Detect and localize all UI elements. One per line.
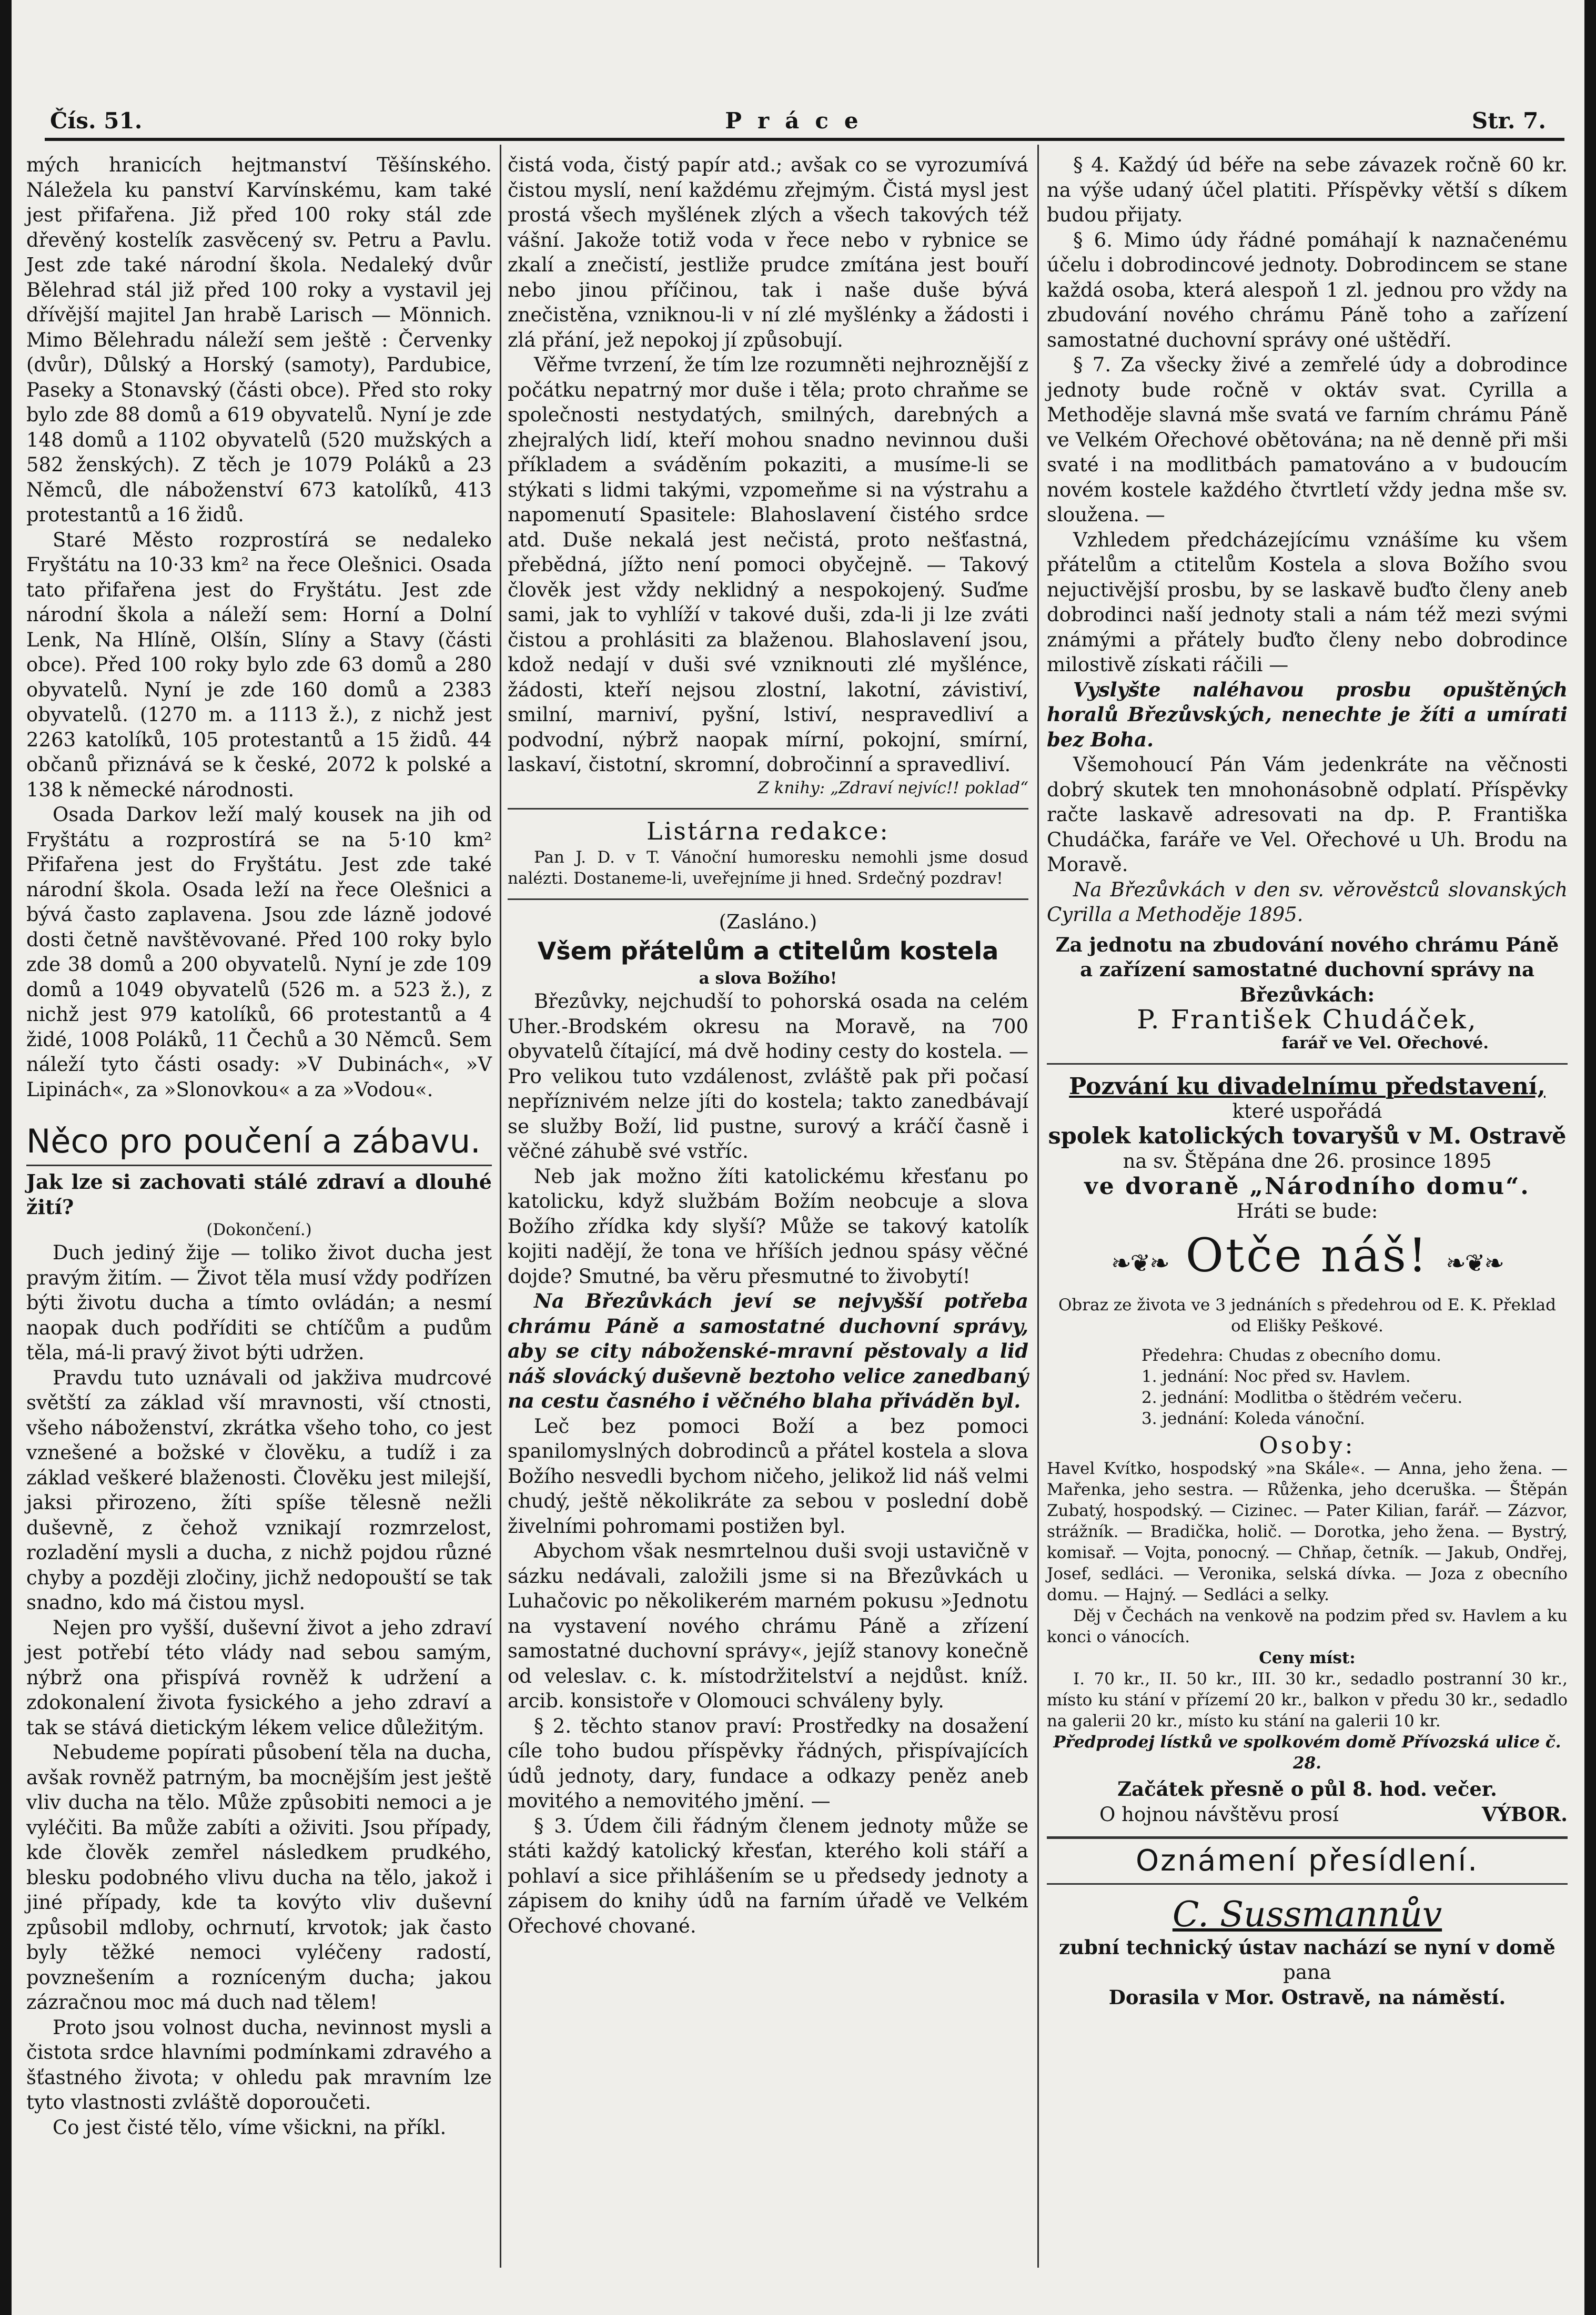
play-title-row [1047,1229,1568,1289]
article-paragraph: § 3. Údem čili řádným členem jednoty může se státi každý katolický křesťan, kterého koli stáří a pohlaví a sice přihlášením se u předsedy jednoty a zápisem do knihy údů na farním úřadě ve Velkém Ořechové chované. [508,1814,1028,1937]
article-paragraph: Vyslyšte naléhavou prosbu opuštěných horalů Březůvských, nenechte je žíti a umírati bez Boha. [1047,678,1568,751]
act-item: Předehra: Chudas z obecního domu. [1142,1346,1442,1365]
announcement-heading: Oznámení přesídlení. [1135,1844,1479,1878]
article-paragraph: Staré Město rozprostírá se nedaleko Fryštátu na 10·33 km² na řece Olešnici. Osada tato přifařena jest do Fryštátu. Jest zde národní škola a náleží sem: Horní a Dolní Lenk, Na Hlíně, Olšín, Slíny a Stavy (části obce). Před 100 roky bylo zde 63 domů a 280 obyvatelů. Nyní je zde 160 domů a 2383 obyvatelů. (1270 m. a 1113 ž.), z nichž jest 2263 katolíků, 105 protestantů a 15 židů. 44 občanů přiznává se k české, 2072 k polské a 138 k německé národnosti. [26,528,492,801]
cast-list: Havel Kvítko, hospodský »na Skále«. — Anna, jeho žena. — Mařenka, jeho sestra. — Růženka, jeho dceruška. — Štěpán Zubatý, hospodský. — Cizinec. — Pater Kilian, farář. — Zázvor, strážník. — Bradička, holič. — Dorotka, jeho žena. — Bystrý, komisař. — Vojta, ponocný. — Chňap, četník. — Jakub, Ondřej, Josef, sedláci. — Veronika, selská dívka. — Joza z obecního domu. — Hajný. — Sedláci a selky. [1047,1459,1568,1604]
section-rule [1047,1883,1568,1885]
article-paragraph: § 4. Každý úd béře na sebe závazek ročně 60 kr. na výše udaný účel platiti. Příspěvky větší s díkem budou přijaty. [1047,154,1568,226]
column-rule-1 [500,145,501,2268]
closing-line [1047,1802,1568,1827]
article-paragraph: Nebudeme popírati působení těla na ducha, avšak rovněž patrným, ba mocnějším jest ještě vliv ducha na tělo. Může způsobiti nemoci a je vyléčiti. Ba může zabíti a oživiti. Jsou případy, kde člověk zemřel následkem prudkého, blesku podobného vlivu ducha na tělo, jakož i jiné případy, kde ta kovýto vliv duševní způsobil mdloby, ochrnutí, krvotok; jak často byly těžké nemoci vyléčeny radostí, povznešením a rozníceným ducha; jakou zázračnou moc má duch nad tělem! [26,1741,492,2014]
page-number: Str. 7. [1471,108,1546,134]
closing-note: O hojnou návštěvu prosí [1099,1803,1339,1826]
article-paragraph: Na Březůvkách jeví se nejvyšší potřeba chrámu Páně a samostatné duchovní správy, aby se city náboženské-mravní pěstovaly a lid náš slovácký duševně beztoho velice zanedbaný na cestu časného i věčného blaha přiváděn byl. [508,1289,1028,1412]
article-paragraph: § 7. Za všecky živé a zemřelé údy a dobrodince jednoty bude ročně v oktáv svat. Cyrilla a Methoděje slavná mše svatá ve farním chrámu Páně ve Velkém Ořechové obětována; na ně denně při mši svaté i na modlitbách pamatováno a v budoucím novém kostele každého čtvrtletí vždy jedna mše sv. sloužena. — [1047,353,1568,526]
ornament-right-icon: ❧❦❧ [1446,1248,1503,1277]
event-venue: ve dvoraně „Národního domu“. [1084,1172,1530,1200]
column-rule-2 [1037,145,1039,2268]
article-paragraph: § 2. těchto stanov praví: Prostředky na dosažení cíle toho budou příspěvky řádných, přispívajících údů jednoty, dary, fundace a odkazy peněz aneb movitého a nemovitého jmění. — [508,1714,1028,1812]
signer-name: P. František Chudáček, [1137,1004,1478,1035]
play-intro: Hráti se bude: [1236,1200,1378,1222]
invitation-subheading: které uspořádá [1232,1100,1382,1123]
article-title: Jak lze si zachovati stálé zdraví a dlouhé žití? [26,1170,492,1219]
article-paragraph: Věřme tvrzení, že tím lze rozumněti nejhroznější z počátku nepatrný mor duše i těla; proto chraňme se společnosti nestydatých, smilných, darebných a zhejralých lidí, kteří mohou snadno nevinnou duši příkladem a sváděním pokaziti, a musíme-li se stýkati s lidmi takými, vzpomeňme si na výstrahu a napomenutí Spasitele: Blahoslavení čistého srdce atd. Duše nekalá jest nečistá, proto nešťastná, přebědná, jížto není pomoci obyčejně. — Takový člověk jest vždy neklidný a nespokojený. Suďme sami, jak to vyhlíží v takové duši, zda-li ji lze zváti čistou a prohlásiti za blaženou. Blahoslavení jsou, kdož nedají v duši své vzniknouti zlé myšlénce, žádosti, kteří nejsou zlostní, lakotní, závistiví, smilní, marniví, pyšní, lstiví, nespravedliví a podvodní, nýbrž naopak mírní, pokojní, smírní, laskaví, čistotní, skromní, dobročinní a spravedliví. [508,353,1028,776]
article-paragraph: Leč bez pomoci Boží a bez pomoci spanilomyslných dobrodinců a přátel kostela a slova Božího nesvedli bychom ničeho, jelikož lid náš velmi chudý, ještě několikráte za sebou v poslední době živelními pohromami postižen byl. [508,1414,1028,1538]
section-rule [1047,1063,1568,1065]
article-paragraph: Proto jsou volnost ducha, nevinnost mysli a čistota srdce hlavními podmínkami zdravého a šťastného života; v ohledu pak mravním lze tyto vlastnosti zvláště doporoučeti. [26,2016,492,2114]
article-paragraph: Březůvky, nejchudší to pohorská osada na celém Uher.-Brodském okresu na Moravě, na 700 obyvatelů čítající, má dvě hodiny cesty do kostela. — Pro velikou tuto vzdálenost, zvláště pak při počasí nepříznivém nelze jíti do kostela; takto zanedbávají se služby Boží, lid pustne, surový a kráčí časně i věčné záhubě své vstříc. [508,990,1028,1162]
article-paragraph: Všemohoucí Pán Vám jedenkráte na věčnosti dobrý skutek ten mnohonásobně odplatí. Příspěvky račte laskavě adresovati na dp. P. Františka Chudáčka, faráře ve Vel. Ořechové u Uh. Brodu na Moravě. [1047,753,1568,876]
article-paragraph: Neb jak možno žíti katolickému křesťanu po katolicku, když službám Božím neobcuje a slova Božího zřídka kdy slyší? Může se takový katolík kojiti nadějí, že tona ve hříších jednou spásy věčné dojde? Smutné, ba věru přesmutné to živobytí! [508,1165,1028,1288]
start-time: Začátek přesně o půl 8. hod. večer. [1117,1777,1497,1801]
prices-text: I. 70 kr., II. 50 kr., III. 30 kr., sedadlo postranní 30 kr., místo ku stání v přízemí 20 kr., balkon v předu 30 kr., sedadlo na galerii 20 kr., místo ku stání na galerii 10 kr. [1047,1670,1568,1731]
article-paragraph: Duch jediný žije — toliko život ducha jest pravým žitím. — Život těla musí vždy podřízen býti životu ducha a tímto ovládán; a nesmí naopak duch podříditi se chtíčům a pudům těla, má-li pravý život býti udržen. [26,1241,492,1364]
listarna-text: Pan J. D. v T. Vánoční humoresku nemohli jsme dosud nalézti. Dostaneme-li, uveřejníme ji hned. Srdečný pozdrav! [508,848,1028,888]
play-setting: Děj v Čechách na venkově na podzim před sv. Havlem a ku konci o vánocích. [1047,1606,1568,1646]
section-rule [1047,1836,1568,1839]
article-paragraph: čistá voda, čistý papír atd.; avšak co se vyrozumívá čistou myslí, není každému zřejmým. Čistá mysl jest prostá všech myšlének zlých a všech takových též vášní. Jakože totiž voda v řece nebo v rybnice se zkalí a znečistí, jestliže prudce zmítána jest bouří nebo jinou příčinou, tak i naše duše bývá znečistěna, vzniknou-li v ní zlé myšlénky a žádosti i zlá přání, jež nepokoj jí způsobují. [508,154,1028,351]
event-date: na sv. Štěpána dne 26. prosince 1895 [1123,1150,1492,1172]
section-rule [508,898,1028,900]
act-item: 1. jednání: Noc před sv. Havlem. [1142,1367,1411,1386]
acts-list [1047,1345,1568,1429]
heading-rule [26,1165,492,1166]
article-paragraph: Na Březůvkách v den sv. věrověstců slovanských Cyrilla a Methoděje 1895. [1047,878,1568,926]
appeal-subheading: a slova Božího! [699,969,837,988]
column-3 [1047,153,1568,2010]
play-description: Obraz ze života ve 3 jednáních s předehrou od E. K. Překlad od Elišky Peškové. [1058,1295,1556,1336]
continuation-note: (Dokončení.) [206,1220,312,1239]
act-item: 2. jednání: Modlitba o štědrém večeru. [1142,1388,1463,1407]
prices-heading: Ceny míst: [1259,1649,1356,1667]
ornament-left-icon: ❧❦❧ [1111,1248,1169,1277]
article-paragraph: mých hranicích hejtmanství Těšínského. Náležela ku panství Karvínskému, kam také jest přifařena. Již před 100 roky stál zde dřevěný kostelík zasvěcený sv. Petru a Pavlu. Jest zde také národní škola. Nedaleký dvůr Bělehrad stál již před 100 roky a vystavil jej dřívější majitel Jan hrabě Larisch — Mönnich. Mimo Bělehradu náleží sem ještě : Červenky (dvůr), Důlský a Horský (samoty), Pardubice, Paseky a Stonavský (části obce). Před sto roky bylo zde 88 domů a 619 obyvatelů. Nyní je zde 148 domů a 1102 obyvatelů (520 mužských a 582 ženských). Z těch je 1079 Poláků a 23 Němců, dle náboženství 673 katolíků, 413 protestantů a 16 židů. [26,154,492,526]
scan-edge-left [0,0,12,2315]
article-paragraph: Osada Darkov leží malý kousek na jih od Fryštátu a rozprostírá se na 5·10 km² Přifařena jest do Fryštátu. Jest zde také národní škola. Osada leží na řece Olešnici a bývá často zaplavena. Jsou zde lázně jodové dosti četně navštěvované. Před 100 roky bylo zde 38 domů a 200 obyvatelů. Nyní je zde 109 domů a 1049 obyvatelů (526 m. a 523 ž.), z nichž jest 979 katolíků, 66 protestantů a 4 židé, 1008 Poláků, 11 Čechů a 30 Němců. Sem náleží tyto části osady: »V Dubinách«, »V Lipinách«, za »Slonovkou« a za »Vodou«. [26,803,492,1101]
business-address: Dorasila v Mor. Ostravě, na náměstí. [1108,1985,1506,2009]
article-paragraph: Nejen pro vyšší, duševní život a jeho zdraví jest potřebí této vlády nad sebou samým, nýbrž ona přispívá rovněž k udržení a zdokonalení života fysického a jeho zdraví a tak se stává dietickým lékem velice důležitým. [26,1616,492,1739]
article-paragraph: Pravdu tuto uznávali od jakživa mudrcové světští za základ vší mravnosti, vší ctnosti, všeho náboženství, zkrátka všeho toho, co jest vznešené a božské v člověku, a tudíž i za základ veškeré blaženosti. Člověku jest milejší, jaksi přirozeno, žíti spíše tělesně nežli duševně, z čehož vznikají rozmrzelost, rozladění mysli a ducha, z nichž pojdou různé chyby a později zločiny, jichž nedopouští se tak snadno, kdo má čistou mysl. [26,1366,492,1614]
scan-edge-right [1584,0,1596,2315]
header-rule [45,138,1564,141]
presale-text: Předprodej lístků ve spolkovém domě Přívozská ulice č. 28. [1053,1733,1561,1773]
act-item: 3. jednání: Koleda vánoční. [1142,1409,1366,1428]
appeal-heading: Všem přátelům a ctitelům kostela [537,936,999,965]
section-rule [508,808,1028,810]
business-name: C. Sussmannův [1172,1894,1442,1935]
association-line: Za jednotu na zbudování nového chrámu Páně a zařízení samostatné duchovní správy na Březůvkách: [1055,933,1559,1006]
article-paragraph: Vzhledem předcházejícímu vznášíme ku všem přátelům a ctitelům Kostela a slova Božího svou nejuctivější prosbu, by se laskavě buďto členy aneb dobrodinci naší jednoty stali a nám též mezi svými známými a přátely buďto členy nebo dobrodince milostivě získati ráčili — [1047,528,1568,676]
organizer-name: spolek katolických tovaryšů v M. Ostravě [1048,1123,1567,1149]
issue-number: Čís. 51. [50,108,143,134]
listarna-heading: Listárna redakce: [647,816,890,845]
committee-label: VÝBOR. [1482,1802,1568,1826]
business-line: zubní technický ústav nachází se nyní v domě [1059,1935,1555,1959]
source-citation: Z knihy: „Zdraví nejvíc!! poklad“ [757,778,1028,797]
signer-title: farář ve Vel. Ořechové. [1281,1033,1489,1053]
article-paragraph: Abychom však nesmrtelnou duši svoji ustavičně v sázku nedávali, založili jsme si na Březůvkách u Luhačovic po několikerém marném pokusu »Jednotu na vystavení nového chrámu Páně a zřízení samostatné duchovní správy«, jejíž stanovy konečně od veleslav. c. k. místodržitelství a nejdůst. kníž. arcib. konsistoře v Olomouci schváleny byly. [508,1540,1028,1712]
business-line: pana [1283,1961,1331,1984]
zaslano-label: (Zasláno.) [719,911,817,933]
column-2 [508,153,1028,1938]
play-title: Otče náš! [1185,1228,1429,1282]
cast-heading: Osoby: [1259,1432,1356,1459]
section-heading: Něco pro poučení a zábavu. [26,1122,481,1160]
column-1 [26,153,492,2140]
article-paragraph: Co jest čisté tělo, víme všickni, na příkl. [53,2116,447,2139]
invitation-heading: Pozvání ku divadelnímu představení, [1069,1073,1546,1100]
article-paragraph: § 6. Mimo údy řádné pomáhají k naznačenému účelu i dobrodincové jednoty. Dobrodincem se stane každá osoba, která alespoň 1 zl. jednou pro vždy na zbudování nového chrámu Páně toho a zařízení samostatné duchovní správy oné uštědří. [1047,228,1568,351]
newspaper-title: Práce [725,108,874,134]
